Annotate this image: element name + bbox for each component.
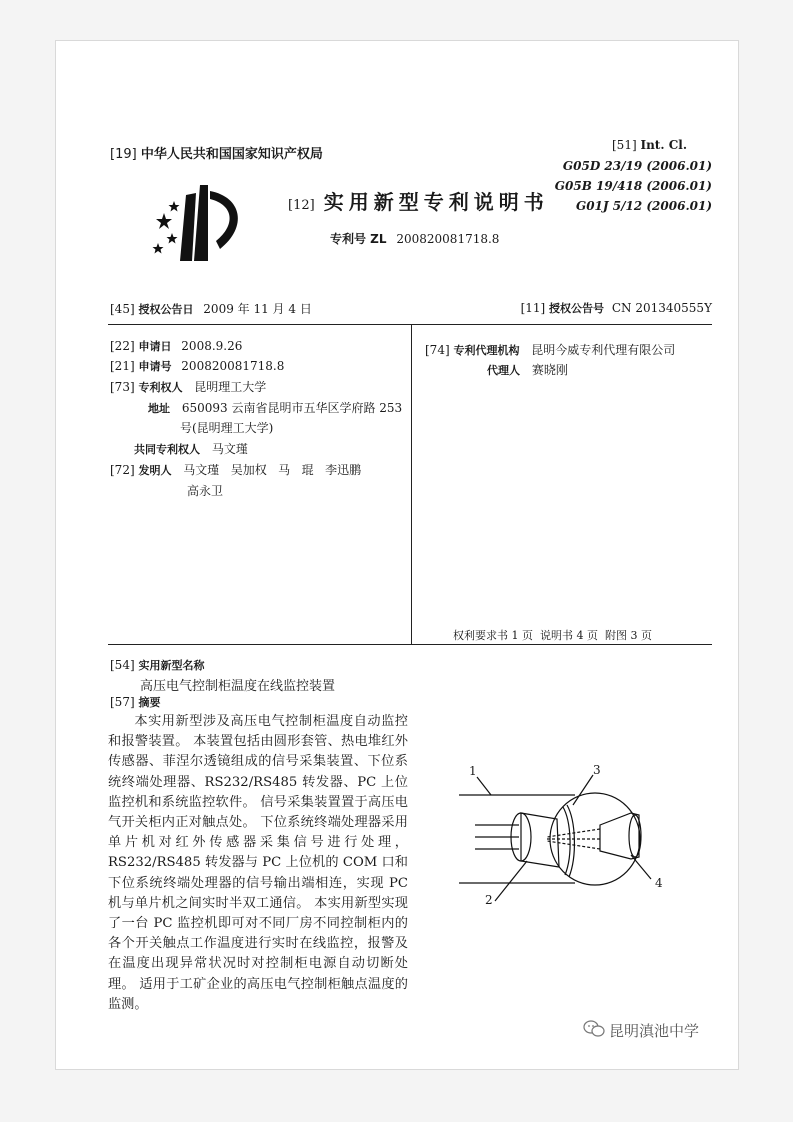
grant-date-label: 授权公告日 xyxy=(138,303,194,316)
device-figure xyxy=(455,755,695,915)
int-cl-label: Int. Cl. xyxy=(640,138,687,152)
co-patentee-label: 共同专利权人 xyxy=(134,443,200,456)
fresnel-lens xyxy=(563,807,570,875)
sipo-logo-icon xyxy=(150,183,250,263)
agent xyxy=(487,361,568,378)
title-section-heading xyxy=(110,657,204,673)
divider-bottom xyxy=(108,644,712,645)
watermark-text: 昆明滇池中学 xyxy=(609,1022,700,1040)
agent-label: 代理人 xyxy=(487,364,520,377)
figure-label-4: 4 xyxy=(655,876,663,890)
patentee-label: 专利权人 xyxy=(138,381,183,394)
doc-type-heading xyxy=(288,186,549,215)
agency-code: [74] xyxy=(425,343,450,357)
grant-number xyxy=(521,300,712,316)
int-cl-heading xyxy=(612,138,687,152)
patentee xyxy=(110,378,266,395)
grant-date-code: [45] xyxy=(110,302,135,316)
co-patentee xyxy=(134,440,248,457)
inventors xyxy=(110,461,361,478)
grant-number-code: [11] xyxy=(520,301,546,315)
leader-4 xyxy=(631,855,651,879)
utility-model-title: 高压电气控制柜温度在线监控装置 xyxy=(140,679,336,694)
bureau-name: 中华人民共和国国家知识产权局 xyxy=(140,147,323,162)
abstract-text: 本实用新型涉及高压电气控制柜温度自动监控和报警装置。 本装置包括由圆形套管、热电堆红外传感器、菲涅尔透镜组成的信号采集装置、下位系统终端处理器、RS232/RS485 转发器、PC 上位监控机和系统监控软件。 信号采集装置置于高压电气开关柜内正对触点处。 下位系统终端处理器采用单片机对红外传感器采集信号进行处理，RS232/RS485 转发器与 PC 上位机的 COM 口和下位系统终端处理器的信号输出端相连，实现 PC 机与单片机之间实时半双工通信。 本实用新型实现了一台 PC 监控机即可对不同厂房不同控制柜内的各个开关触点工作温度进行实时在线监控，报警及在温度出现异常状况时对控制柜电源自动切断处理。 适用于工矿企业的高压电气控制柜触点温度的监测。 xyxy=(108,714,408,1012)
divider-top xyxy=(108,324,712,325)
address-line-1: 650093 云南省昆明市五华区学府路 253 xyxy=(181,401,403,415)
address-line-2: 号(昆明理工大学) xyxy=(180,421,274,435)
grant-date xyxy=(110,300,312,317)
address xyxy=(148,399,402,416)
agent-value: 赛晓刚 xyxy=(531,363,568,377)
abstract-body xyxy=(108,712,408,1015)
leader-1 xyxy=(477,777,491,795)
application-number-value: 200820081718.8 xyxy=(181,359,285,373)
page-count: 权利要求书 1 页 说明书 4 页 附图 3 页 xyxy=(453,629,652,642)
patentee-value: 昆明理工大学 xyxy=(194,380,267,394)
bureau-code: [19] xyxy=(110,147,137,162)
doc-type-title: 实用新型专利说明书 xyxy=(323,190,549,214)
int-class-3: G01J 5/12 (2006.01) xyxy=(575,199,712,213)
filing-date-code: [22] xyxy=(110,339,135,353)
figure-label-2: 2 xyxy=(485,893,493,907)
int-class-1: G05D 23/19 (2006.01) xyxy=(562,159,712,173)
inventors-line-2: 高永卫 xyxy=(187,484,224,498)
agency-label: 专利代理机构 xyxy=(453,344,520,357)
inventors-line-1: 马文瑾 吴加权 马 琨 李迅鹏 xyxy=(183,463,362,477)
filing-date xyxy=(110,338,242,354)
abstract-code: [57] xyxy=(110,695,135,709)
wechat-icon xyxy=(583,1020,605,1038)
grant-date-value: 2009 年 11 月 4 日 xyxy=(203,302,312,316)
divider-vertical xyxy=(411,324,412,644)
patentee-code: [73] xyxy=(110,380,135,394)
leader-3 xyxy=(573,775,593,805)
title-section-code: [54] xyxy=(110,658,135,672)
grant-number-label: 授权公告号 xyxy=(549,302,605,315)
application-number-code: [21] xyxy=(110,359,135,373)
agency-value: 昆明今威专利代理有限公司 xyxy=(531,343,676,357)
application-number-label: 申请号 xyxy=(138,360,172,373)
inventors-label: 发明人 xyxy=(138,464,172,477)
bureau-heading xyxy=(110,143,323,162)
title-section-label: 实用新型名称 xyxy=(138,659,205,672)
patent-number xyxy=(330,230,499,247)
doc-type-code: [12] xyxy=(288,198,315,213)
ray-out-3 xyxy=(547,841,600,849)
grant-number-value: CN 201340555Y xyxy=(611,301,712,315)
figure-label-3: 3 xyxy=(593,763,601,777)
int-class-2: G05B 19/418 (2006.01) xyxy=(554,179,712,193)
patent-number-value: 200820081718.8 xyxy=(396,232,500,246)
leader-2 xyxy=(495,861,527,901)
filing-date-label: 申请日 xyxy=(138,340,172,353)
address-label: 地址 xyxy=(148,402,170,415)
abstract-label: 摘要 xyxy=(138,696,161,709)
co-patentee-value: 马文瑾 xyxy=(211,442,248,456)
int-cl-code: [51] xyxy=(612,138,637,152)
inventors-code: [72] xyxy=(110,463,135,477)
figure-label-1: 1 xyxy=(469,764,477,778)
filing-date-value: 2008.9.26 xyxy=(181,339,243,353)
abstract-heading xyxy=(110,694,160,710)
agency xyxy=(425,341,675,358)
patent-number-label: 专利号 ZL xyxy=(330,232,387,246)
application-number xyxy=(110,358,284,374)
lens-cone xyxy=(600,813,639,859)
